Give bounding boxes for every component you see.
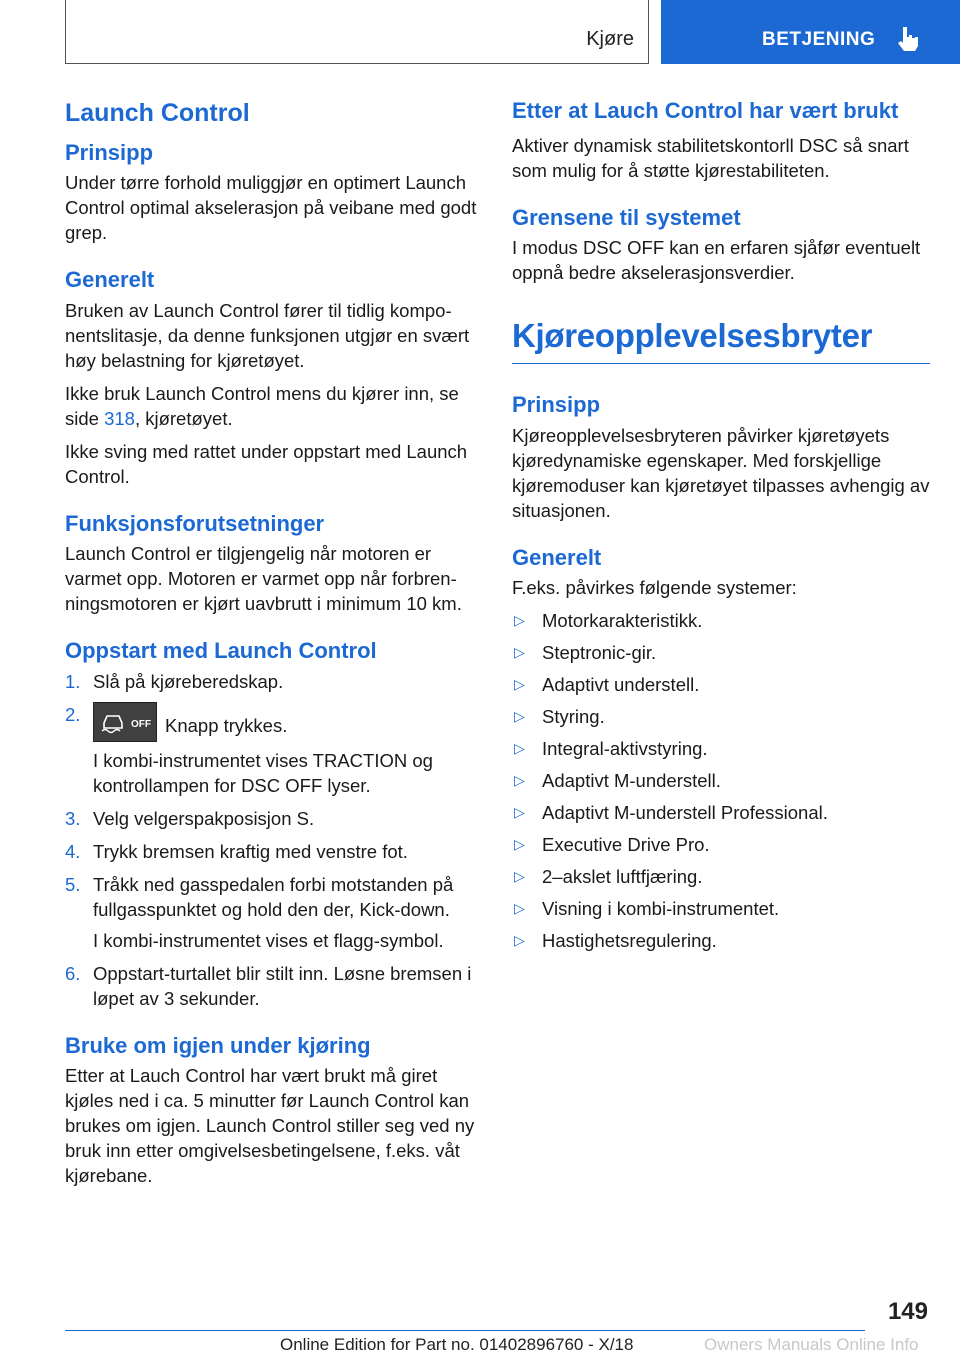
paragraph: Aktiver dynamisk stabilitetskontorll DSC så snart som mulig for å støtte kjørestabiliteten.: [512, 134, 909, 181]
list-item: [65, 806, 485, 831]
paragraph: Kjøreopplevelsesbryteren påvirker kjøretøyets kjøredynamiske egenskaper. Med forskjellige kjøremoduser kan kjøretøyet tilpasses avhengig av situasjonen.: [512, 424, 930, 521]
triangle-bullet-icon: ▷: [514, 932, 525, 948]
heading-prinsipp: Prinsipp: [65, 140, 154, 165]
paragraph: F.eks. påvirkes følgende systemer:: [512, 577, 797, 598]
paragraph: [65, 381, 485, 431]
text: Ikke bruk Launch Control mens du kjører inn, se side: [65, 382, 459, 429]
step-number: 2.: [65, 703, 81, 725]
step-text: Trykk bremsen kraftig med venstre fot.: [93, 840, 408, 862]
step-text: Slå på kjøreberedskap.: [93, 670, 284, 692]
triangle-bullet-icon: ▷: [514, 836, 525, 852]
step-list: [65, 669, 485, 1011]
pointing-hand-icon: [897, 26, 919, 52]
header-section: BETJENING: [762, 29, 876, 50]
list-item: [512, 768, 930, 793]
bullet-text: Integral-aktivstyring.: [542, 738, 708, 759]
paragraph: Etter at Lauch Control har vært brukt må giret kjøles ned i ca. 5 minutter før Launch Control kan brukes om igjen. Launch Control stiller seg ved ny bruk inn etter omgivelsesbetingelsene, f.eks. våt kjørebane.: [65, 1064, 475, 1186]
triangle-bullet-icon: ▷: [514, 708, 525, 724]
page-link[interactable]: 318: [104, 407, 135, 429]
list-item: [65, 839, 485, 864]
triangle-bullet-icon: ▷: [514, 644, 525, 660]
heading-grensene: Grensene til systemet: [512, 204, 741, 230]
list-item: [512, 608, 930, 633]
step-text: Tråkk ned gasspedalen forbi motstanden på fullgasspunktet og hold den der, Kick-down.: [93, 873, 454, 920]
list-item: [512, 640, 930, 665]
step-number: 6.: [65, 962, 81, 984]
triangle-bullet-icon: ▷: [514, 900, 525, 916]
bullet-text: 2–akslet luftfjæring.: [542, 866, 703, 887]
list-item: [65, 702, 485, 798]
heading-generelt: Generelt: [512, 544, 602, 570]
list-item: [512, 736, 930, 761]
heading-generelt: Generelt: [65, 267, 155, 293]
heading-etter-launch-control: Etter at Lauch Control har vært brukt: [512, 98, 899, 123]
page-number: 149: [887, 1298, 928, 1325]
section-title: Launch Control: [65, 99, 250, 127]
step-number: 4.: [65, 840, 81, 862]
section-title-kjoreopplevelsesbryter: Kjøreopplevelsesbryter: [512, 317, 930, 364]
heading-funksjonsforutsetninger: Funksjonsforutsetninger: [65, 510, 325, 536]
text: , kjøretøyet.: [134, 407, 233, 429]
triangle-bullet-icon: ▷: [514, 612, 525, 628]
bullet-text: Adaptivt understell.: [542, 674, 700, 695]
heading-oppstart: Oppstart med Launch Control: [65, 638, 377, 664]
list-item: [512, 672, 930, 697]
triangle-bullet-icon: ▷: [514, 676, 525, 692]
triangle-bullet-icon: ▷: [514, 740, 525, 756]
paragraph: Ikke sving med rattet under oppstart med Launch Control.: [65, 440, 468, 487]
step-note: I kombi-instrumentet vises TRACTION og kontrollampen for DSC OFF lyser.: [93, 749, 433, 796]
bullet-text: Adaptivt M-understell.: [542, 770, 721, 791]
step-number: 1.: [65, 670, 81, 692]
header-chapter: Kjøre: [586, 28, 634, 50]
paragraph: Bruken av Launch Control fører til tidlig komponentslitasje, da denne funksjonen utgjør en svært høy belastning for kjøretøyet.: [65, 299, 470, 371]
list-item: [65, 669, 485, 694]
dsc-off-label: OFF: [131, 718, 151, 730]
paragraph: Launch Control er tilgjengelig når motoren er varmet opp. Motoren er varmet opp når forbrenningsmotoren er kjørt uavbrutt i minimum 10 km.: [65, 543, 462, 615]
step-text: Oppstart-turtallet blir stilt inn. Løsne bremsen i løpet av 3 sekunder.: [93, 962, 472, 1009]
systems-list: [512, 608, 930, 953]
header-chapter-box: [65, 0, 649, 64]
left-column: [65, 98, 485, 1196]
triangle-bullet-icon: ▷: [514, 804, 525, 820]
list-item: [512, 896, 930, 921]
bullet-text: Steptronic-gir.: [542, 642, 657, 663]
step-number: 5.: [65, 873, 81, 895]
step-text: Knapp trykkes.: [165, 714, 288, 736]
bullet-text: Adaptivt M-understell Professional.: [542, 802, 828, 823]
list-item: [512, 704, 930, 729]
bullet-text: Motorkarakteristikk.: [542, 610, 703, 631]
triangle-bullet-icon: ▷: [514, 772, 525, 788]
heading-prinsipp: Prinsipp: [512, 392, 601, 418]
step-note: I kombi-instrumentet vises et flagg-symbol.: [93, 929, 444, 951]
list-item: [512, 832, 930, 857]
footer-watermark: Owners Manuals Online Info: [704, 1335, 919, 1354]
bullet-text: Visning i kombi-instrumentet.: [542, 898, 780, 919]
dsc-off-button-icon: [93, 702, 157, 742]
paragraph: I modus DSC OFF kan en erfaren sjåfør eventuelt oppnå bedre akselerasjonsverdier.: [512, 237, 921, 284]
list-item: [512, 928, 930, 953]
paragraph: Under tørre forhold muliggjør en optimert Launch Control optimal akselerasjon på veibane med godt grep.: [65, 172, 477, 244]
triangle-bullet-icon: ▷: [514, 868, 525, 884]
list-item: [512, 864, 930, 889]
step-text: Velg velgerspakposisjon S.: [93, 807, 315, 829]
list-item: [512, 800, 930, 825]
footer-edition: Online Edition for Part no. 01402896760 - X/18: [280, 1335, 634, 1354]
bullet-text: Executive Drive Pro.: [542, 834, 710, 855]
step-number: 3.: [65, 807, 81, 829]
list-item: [65, 961, 485, 1011]
heading-bruke-om-igjen: Bruke om igjen under kjøring: [65, 1032, 371, 1058]
bullet-text: Hastighetsregulering.: [542, 930, 717, 951]
bullet-text: Styring.: [542, 706, 605, 727]
list-item: [65, 872, 485, 953]
footer-divider: [65, 1330, 865, 1331]
header-section-tab[interactable]: [661, 0, 960, 64]
right-column: [512, 98, 930, 960]
